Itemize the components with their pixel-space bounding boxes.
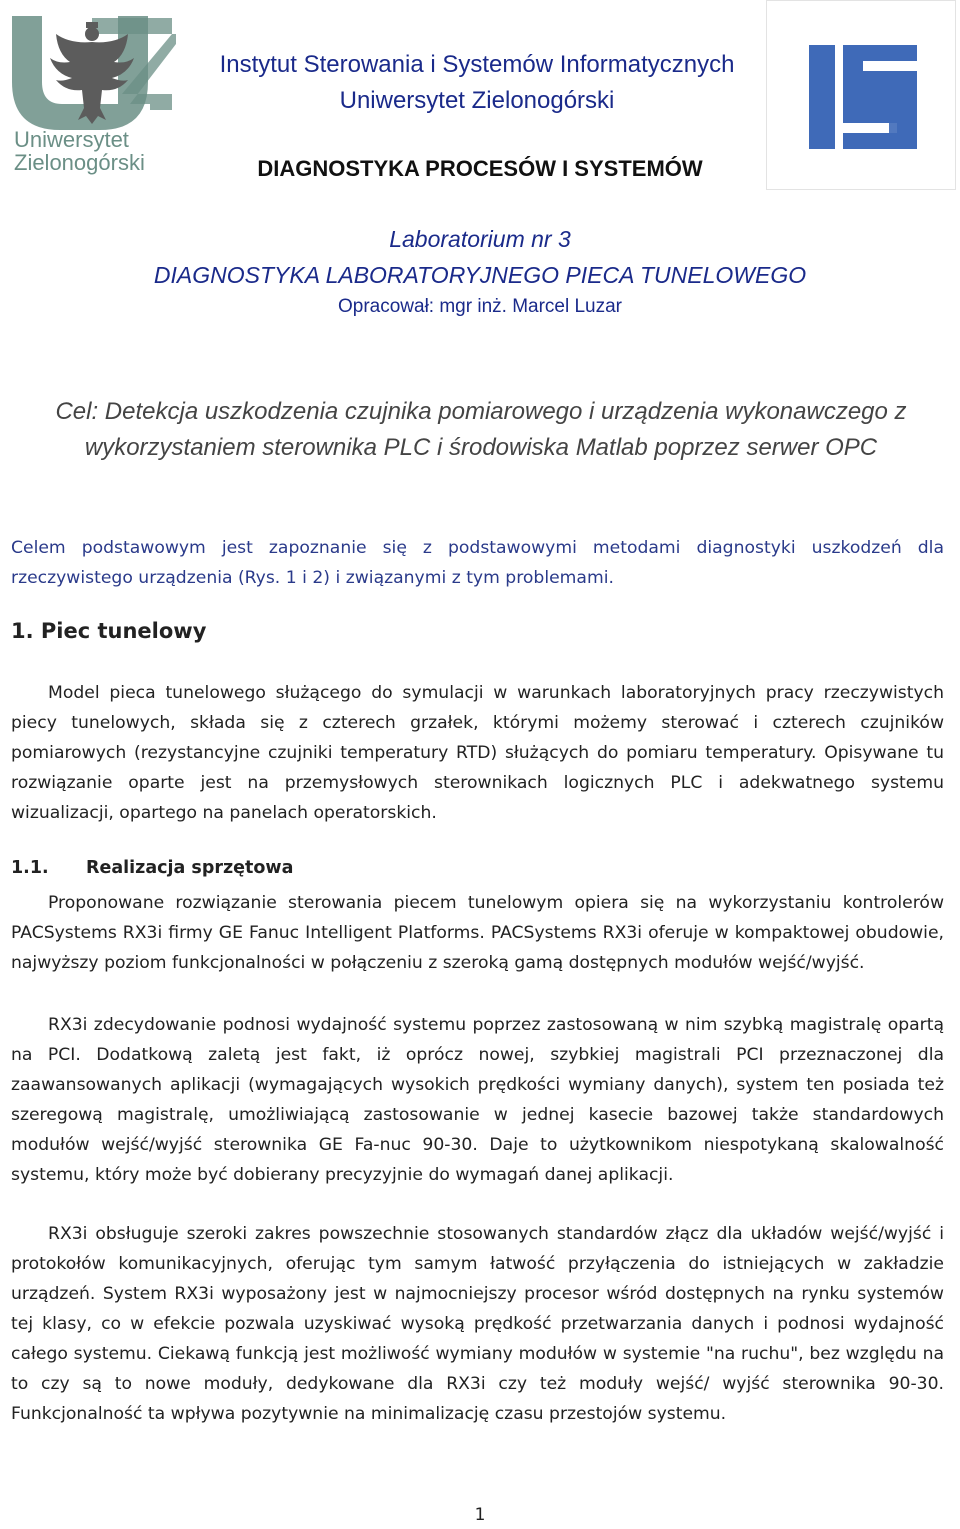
section1-paragraph: Model pieca tunelowego służącego do symulacji w warunkach laboratoryjnych pracy rzeczywistych piecy tunelowych, składa się z czterech grzałek, którymi możemy sterować i czterech czujników pomiarowych (rezystancyjne czujniki temperatury RTD) służących do pomiaru temperatury. Opisywane tu rozwiązanie oparte jest na przemysłowych sterownikach logicznych PLC i adekwatnego systemu wizualizacji, opartego na panelach operatorskich. bbox=[11, 683, 944, 823]
subsection-title: Realizacja sprzętowa bbox=[86, 858, 294, 878]
intro-paragraph: Celem podstawowym jest zapoznanie się z podstawowymi metodami diagnostyki uszkodzeń dla rzeczywistego urządzenia (Rys. 1 i 2) i związanymi z tym problemami. bbox=[11, 538, 944, 588]
section11-paragraph-3: RX3i obsługuje szeroki zakres powszechnie stosowanych standardów złącz dla układów wejść/wyjść i protokołów komunikacyjnych, oferując tym samym łatwość przyłączenia do istniejących w zakładzie urządzeń. System RX3i wyposażony jest w najmocniejszy procesor wśród dostępnych na rynku systemów tej klasy, co w efekcie pozwala uzyskiwać wysoką prędkość przetwarzania danych i podnosi wydajność całego systemu. Ciekawą funkcją jest możliwość wymiany modułów w systemie "na ruchu", bez względu na to czy są to nowe moduły, dedykowane dla RX3i czy też moduły wejść/ wyjść sterownika 90-30. Funkcjonalność ta wpływa pozytywnie na minimalizację czasu przestojów systemu. bbox=[11, 1224, 944, 1424]
institute-name: Instytut Sterowania i Systemów Informatycznych bbox=[219, 51, 735, 78]
section-heading: 1. Piec tunelowy bbox=[11, 619, 207, 643]
subsection-heading bbox=[11, 858, 293, 878]
logo-text-line2: Zielonogórski bbox=[14, 150, 145, 175]
logo-text-line1: Uniwersytet bbox=[14, 127, 129, 152]
section11-paragraph-2: RX3i zdecydowanie podnosi wydajność systemu poprzez zastosowaną w nim szybką magistralę opartą na PCI. Dodatkową zaletą jest fakt, iż oprócz nowej, szybkiej magistrali PCI przeznaczonej dla zaawansowanych aplikacji (wymagających wysokich prędkości wymiany danych), system ten posiada też szeregową magistralę, umożliwiającą zastosowanie w jednej kasecie bazowej także standardowych modułów wejść/wyjść sterownika GE Fa-nuc 90-30. Daje to użytkownikom niespotykaną skalowalność systemu, który może być dobierany precyzyjnie do wymagań danej aplikacji. bbox=[11, 1015, 944, 1185]
page-number: 1 bbox=[474, 1505, 486, 1525]
goal-statement: Cel: Detekcja uszkodzenia czujnika pomiarowego i urządzenia wykonawczego z wykorzystaniem sterownika PLC i środowiska Matlab poprzez serwer OPC bbox=[55, 398, 907, 461]
university-eagle-logo bbox=[0, 4, 185, 176]
section11-paragraph-1: Proponowane rozwiązanie sterowania piecem tunelowym opiera się na wykorzystaniu kontrolerów PACSystems RX3i firmy GE Fanuc Intelligent Platforms. PACSystems RX3i oferuje w kompaktowej obudowie, najwyższy poziom funkcjonalności w połączeniu z szeroką gamą dostępnych modułów wejść/wyjść. bbox=[11, 893, 944, 973]
lab-number: Laboratorium nr 3 bbox=[389, 226, 571, 252]
lab-title: DIAGNOSTYKA LABORATORYJNEGO PIECA TUNELOWEGO bbox=[153, 262, 807, 288]
course-title: DIAGNOSTYKA PROCESÓW I SYSTEMÓW bbox=[257, 156, 703, 181]
author: Opracował: mgr inż. Marcel Luzar bbox=[337, 296, 623, 317]
university-name: Uniwersytet Zielonogórski bbox=[339, 87, 615, 114]
subsection-number: 1.1. bbox=[11, 858, 49, 878]
